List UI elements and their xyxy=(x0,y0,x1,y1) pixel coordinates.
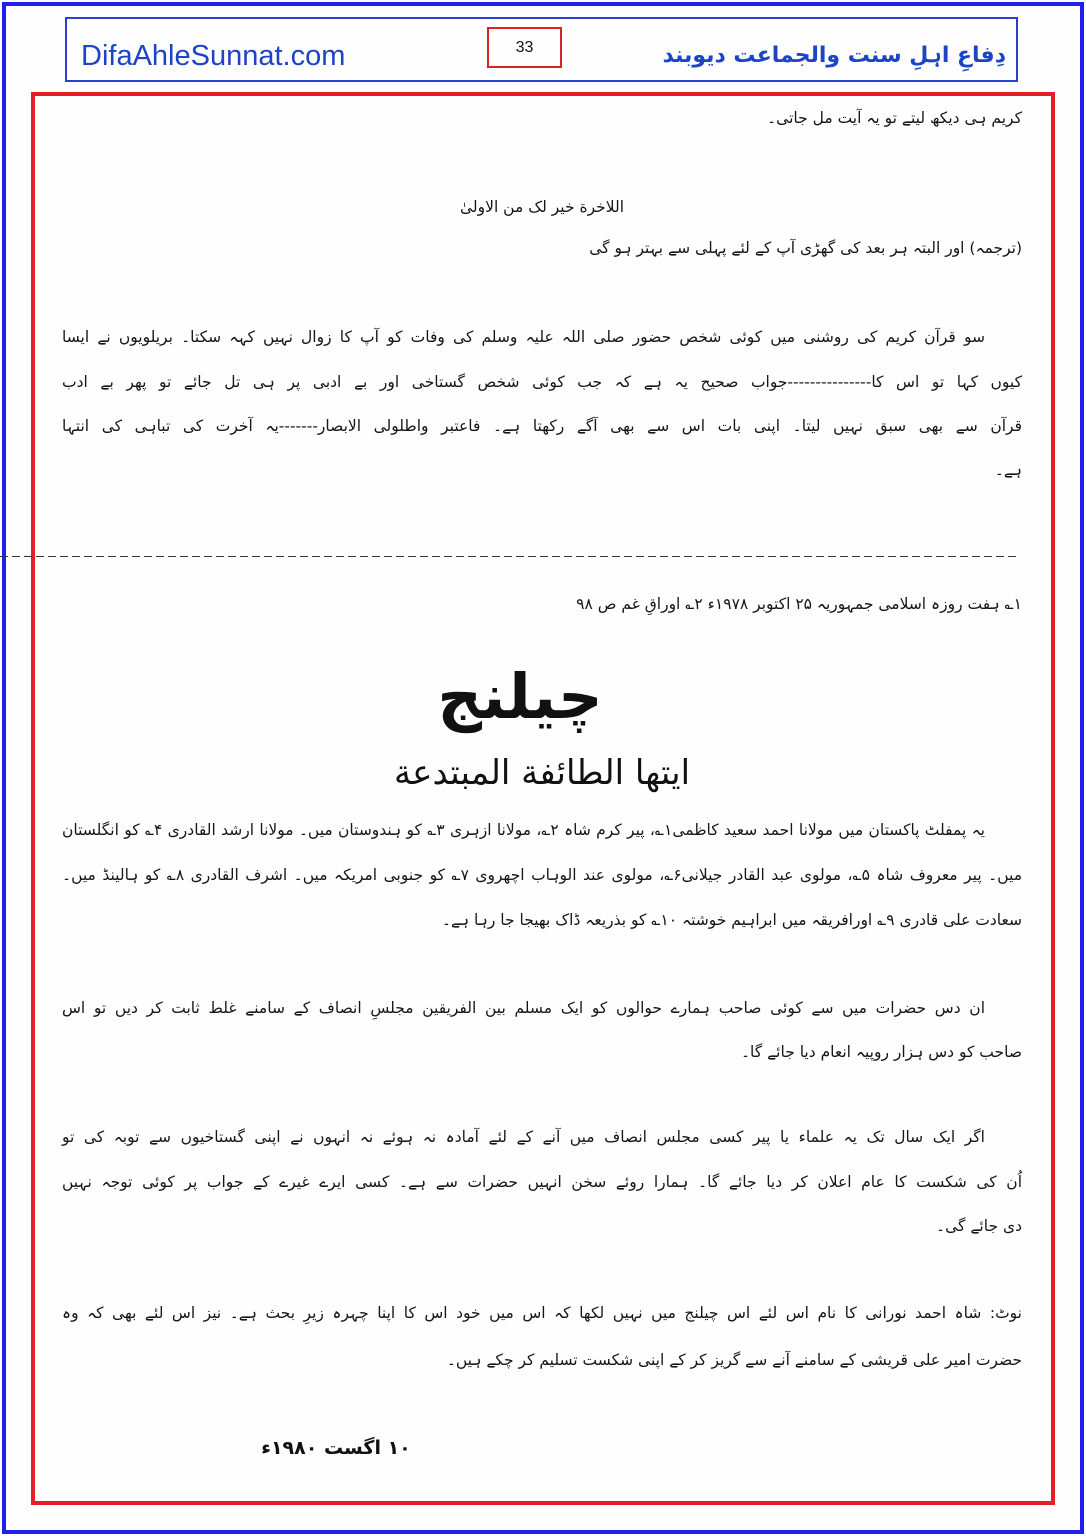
footnote-separator xyxy=(0,556,1018,557)
page-number: 33 xyxy=(487,27,562,68)
note-line: نوٹ: شاہ احمد نورانی کا نام اس لئے اس چیلنج میں نہیں لکھا کہ اس میں خود اس کا اپنا چہرہ زیرِ بحث ہے۔ نیز اس لئے بھی کہ وہ xyxy=(62,1304,1022,1322)
recipients-line: سعادت علی قادری ۹؎ اورافریقہ میں ابراہیم خوشتہ ۱۰؎ کو بذریعہ ڈاک بھیجا جا رہا ہے۔ xyxy=(441,911,1022,929)
paragraph-line: ہے۔ xyxy=(994,461,1022,479)
reward-line: صاحب کو دس ہزار روپیہ انعام دیا جائے گا۔ xyxy=(740,1043,1022,1061)
paragraph-line: سو قرآن کریم کی روشنی میں کوئی شخص حضور صلی اللہ علیہ وسلم کی وفات کو آپ کا زوال نہیں کہہ سکتا۔ بریلویوں نے ایسا xyxy=(62,328,985,346)
date-line: ۱۰ اگست ۱۹۸۰ء xyxy=(261,1437,411,1459)
book-title: دِفاعِ اہلِ سنت والجماعت دیوبند xyxy=(662,43,1006,68)
site-name: DifaAhleSunnat.com xyxy=(81,40,346,72)
paragraph-line: کیوں کہا تو اس کا---------------جواب صحیح یہ ہے کہ جب کوئی شخص گستاخی اور بے ادبی پر ہی تل جائے تو پھر بے ادب xyxy=(62,373,1022,391)
recipients-line: یہ پمفلٹ پاکستان میں مولانا احمد سعید کاظمی۱؎، پیر کرم شاہ ۲؎، مولانا ازہری ۳؎ کو ہندوستان میں۔ مولانا ارشد القادری ۴؎ کو انگلستان xyxy=(62,821,985,839)
note-line: حضرت امیر علی قریشی کے سامنے آنے سے گریز کر کے اپنی شکست تسلیم کر چکے ہیں۔ xyxy=(446,1351,1022,1369)
deadline-line: دی جائے گی۔ xyxy=(936,1217,1022,1235)
challenge-heading: چیلنج xyxy=(437,660,603,733)
challenge-subheading: ایتها الطائفة المبتدعة xyxy=(393,753,691,793)
reward-line: ان دس حضرات میں سے کوئی صاحب ہمارے حوالوں کو ایک مسلم بین الفریقین مجلسِ انصاف کے سامنے غلط ثابت کر دیں تو اس xyxy=(62,999,985,1017)
recipients-line: میں۔ پیر معروف شاہ ۵؎، مولوی عبد القادر جیلانی۶؎، مولوی عند الوہاب اچھروی ۷؎ کو جنوبی امریکہ میں۔ اشرف القادری ۸؎ کو ہالینڈ میں۔ xyxy=(62,866,1022,884)
verse-line: اللاخرة خیر لک من الاولیٰ xyxy=(459,198,625,216)
deadline-line: اُن کی شکست کا عام اعلان کر دیا جائے گا۔ ہمارا روئے سخن انہیں حضرات سے ہے۔ کسی ایرے غیرے کے جواب پر کوئی توجہ نہیں xyxy=(62,1173,1022,1191)
deadline-line: اگر ایک سال تک یہ علماء یا پیر کسی مجلس انصاف میں آنے کے لئے آمادہ نہ ہوئے نہ انہوں نے اپنی گستاخیوں سے توبہ کی تو xyxy=(62,1128,985,1146)
opening-line: کریم ہی دیکھ لیتے تو یہ آیت مل جاتی۔ xyxy=(767,109,1022,127)
translation-line: (ترجمہ) اور البتہ ہر بعد کی گھڑی آپ کے لئے پہلی سے بہتر ہو گی xyxy=(589,239,1022,257)
footnote-line: ۱؎ ہفت روزہ اسلامی جمہوریہ ۲۵ اکتوبر ۱۹۷۸ء ۲؎ اوراقِ غم ص ۹۸ xyxy=(576,595,1022,613)
paragraph-line: قرآن سے بھی سبق نہیں لیتا۔ اپنی بات اس سے بھی آگے رکھتا ہے۔ فاعتبر واطلولی الابصار-------یہ آخرت کی تباہی کی انتہا xyxy=(62,417,1022,435)
